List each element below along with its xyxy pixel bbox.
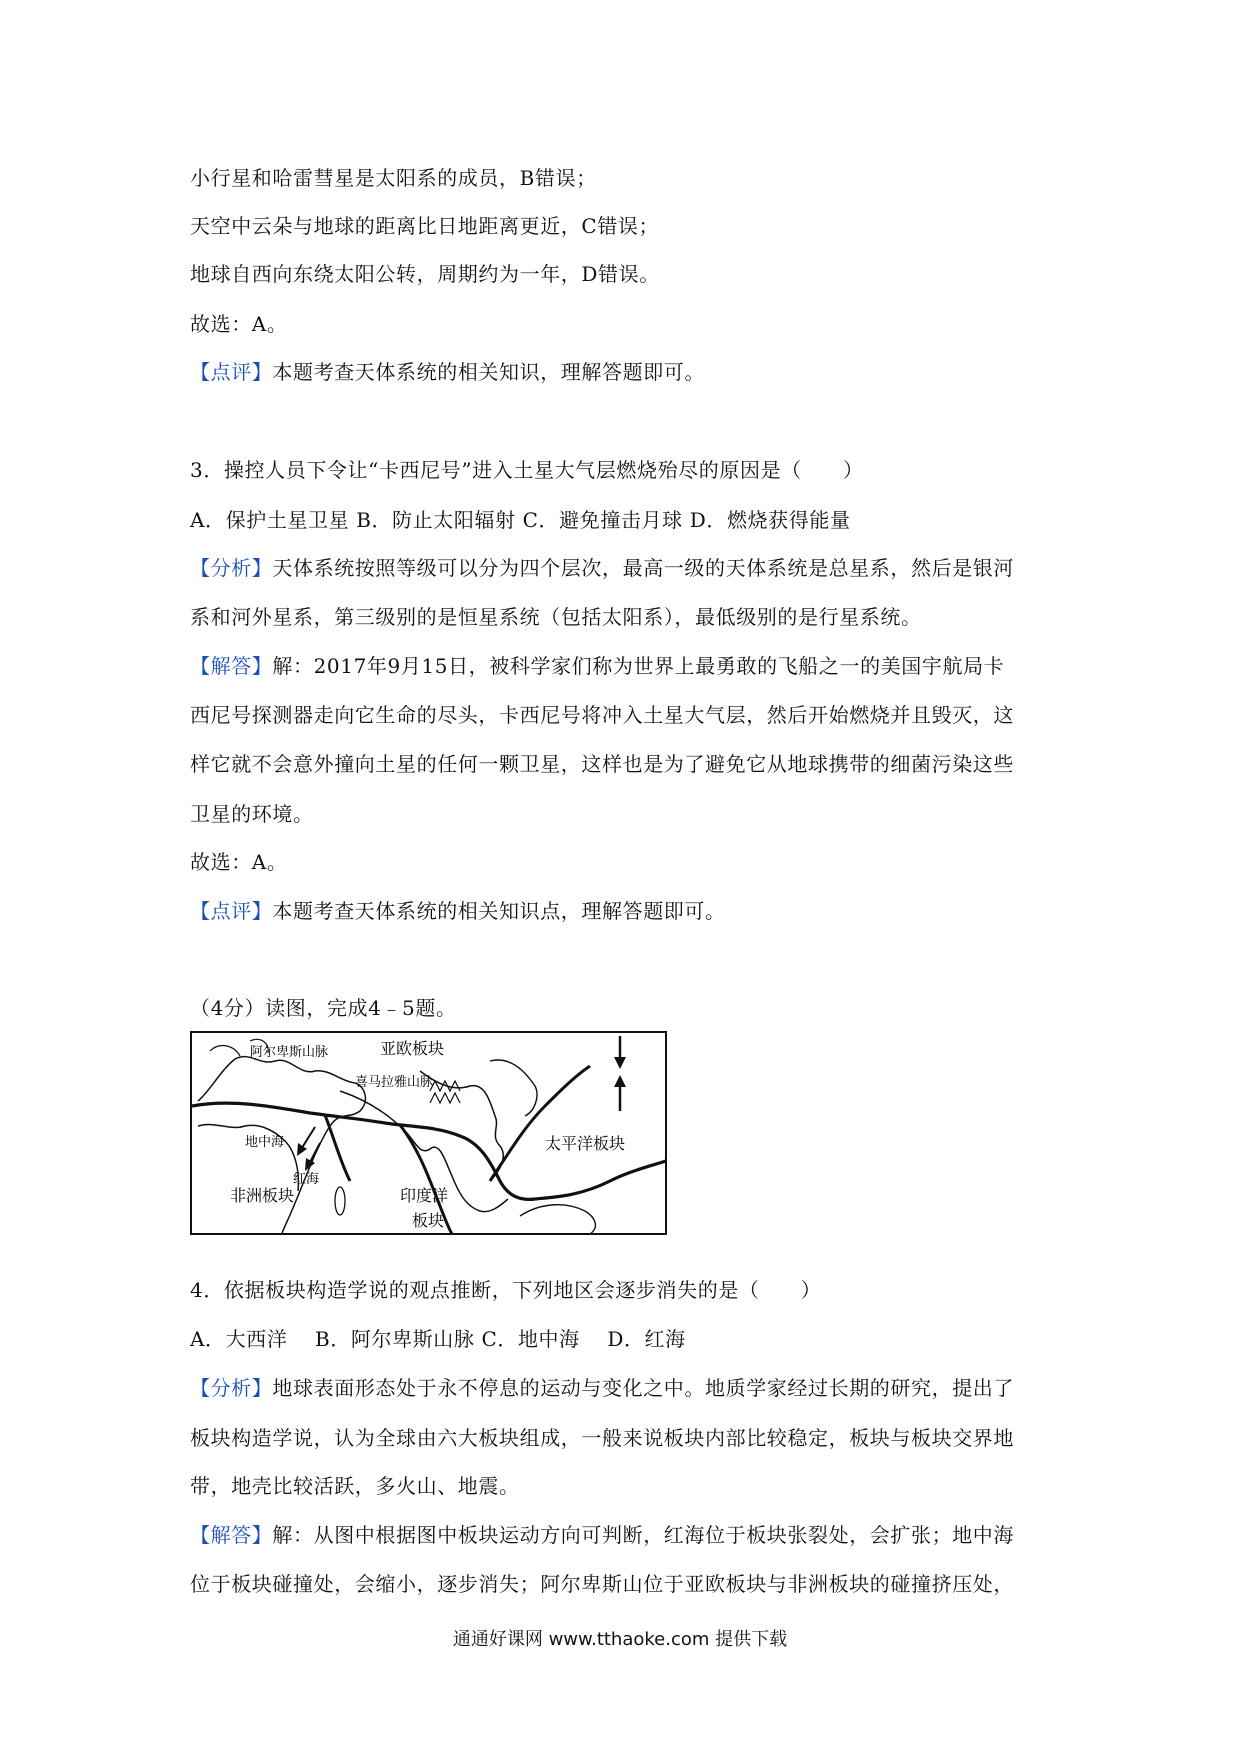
map-label-himalayas: 喜马拉雅山脉 — [355, 1075, 434, 1090]
text-line: 带，地壳比较活跃，多火山、地震。 — [190, 1474, 520, 1498]
map-label-pacific-plate: 太平洋板块 — [545, 1134, 626, 1153]
text-line: 卫星的环境。 — [190, 802, 314, 826]
answer-tag: 【解答】 — [190, 654, 273, 678]
section-heading: （4分）读图，完成4﹣5题。 — [190, 996, 457, 1020]
text-line: 天空中云朵与地球的距离比日地距离更近，C错误； — [190, 214, 660, 238]
map-label-alps: 阿尔卑斯山脉 — [250, 1045, 329, 1060]
analysis-tag: 【分析】 — [190, 1376, 273, 1400]
text-line: 小行星和哈雷彗星是太阳系的成员，B错误； — [190, 166, 597, 190]
question-3: 3．操控人员下令让“卡西尼号”进入土星大气层燃烧殆尽的原因是（ ） — [190, 458, 864, 482]
question-4: 4．依据板块构造学说的观点推断，下列地区会逐步消失的是（ ） — [190, 1278, 822, 1302]
answer-line — [190, 652, 1004, 680]
analysis-line — [190, 554, 1014, 582]
plate-map — [190, 1031, 667, 1235]
page-footer: 通通好课网 www.tthaoke.com 提供下载 — [452, 1629, 788, 1650]
text-line: 西尼号探测器走向它生命的尽头，卡西尼号将冲入土星大气层，然后开始燃烧并且毁灭，这 — [190, 703, 1014, 727]
answer-tag: 【解答】 — [190, 1523, 273, 1547]
text-line: 系和河外星系，第三级别的是恒星系统（包括太阳系），最低级别的是行星系统。 — [190, 605, 922, 629]
map-label-eurasian-plate: 亚欧板块 — [380, 1039, 445, 1058]
analysis-text: 天体系统按照等级可以分为四个层次，最高一级的天体系统是总星系，然后是银河 — [272, 556, 1015, 580]
comment-line — [190, 897, 726, 925]
text-line: 故选：A。 — [190, 312, 288, 336]
comment-text: 本题考查天体系统的相关知识，理解答题即可。 — [272, 360, 706, 384]
map-label-plate: 板块 — [412, 1211, 445, 1230]
analysis-tag: 【分析】 — [190, 556, 273, 580]
analysis-line — [190, 1374, 1014, 1402]
comment-tag: 【点评】 — [190, 360, 273, 384]
question-3-options: A．保护土星卫星 B．防止太阳辐射 C．避免撞击月球 D．燃烧获得能量 — [190, 508, 851, 532]
analysis-text: 地球表面形态处于永不停息的运动与变化之中。地质学家经过长期的研究，提出了 — [272, 1376, 1015, 1400]
text-line: 位于板块碰撞处，会缩小，逐步消失；阿尔卑斯山位于亚欧板块与非洲板块的碰撞挤压处， — [190, 1572, 1014, 1596]
map-label-indian-ocean: 印度洋 — [400, 1186, 449, 1205]
comment-line — [190, 358, 705, 386]
answer-line — [190, 1521, 1014, 1549]
text-line: 样它就不会意外撞向土星的任何一颗卫星，这样也是为了避免它从地球携带的细菌污染这些 — [190, 752, 1014, 776]
text-line: 板块构造学说，认为全球由六大板块组成，一般来说板块内部比较稳定，板块与板块交界地 — [190, 1426, 1014, 1450]
map-label-mediterranean: 地中海 — [245, 1135, 285, 1150]
answer-text: 解：从图中根据图中板块运动方向可判断，红海位于板块张裂处，会扩张；地中海 — [272, 1523, 1015, 1547]
comment-tag: 【点评】 — [190, 899, 273, 923]
map-label-red-sea: 红海 — [293, 1172, 320, 1187]
question-4-options: A．大西洋 B．阿尔卑斯山脉 C．地中海 D．红海 — [190, 1327, 686, 1351]
answer-text: 解：2017年9月15日，被科学家们称为世界上最勇敢的飞船之一的美国宇航局卡 — [272, 654, 1005, 678]
text-line: 地球自西向东绕太阳公转，周期约为一年，D错误。 — [190, 262, 660, 286]
map-label-african-plate: 非洲板块 — [230, 1186, 295, 1205]
text-line: 故选：A。 — [190, 850, 288, 874]
comment-text: 本题考查天体系统的相关知识点，理解答题即可。 — [272, 899, 726, 923]
